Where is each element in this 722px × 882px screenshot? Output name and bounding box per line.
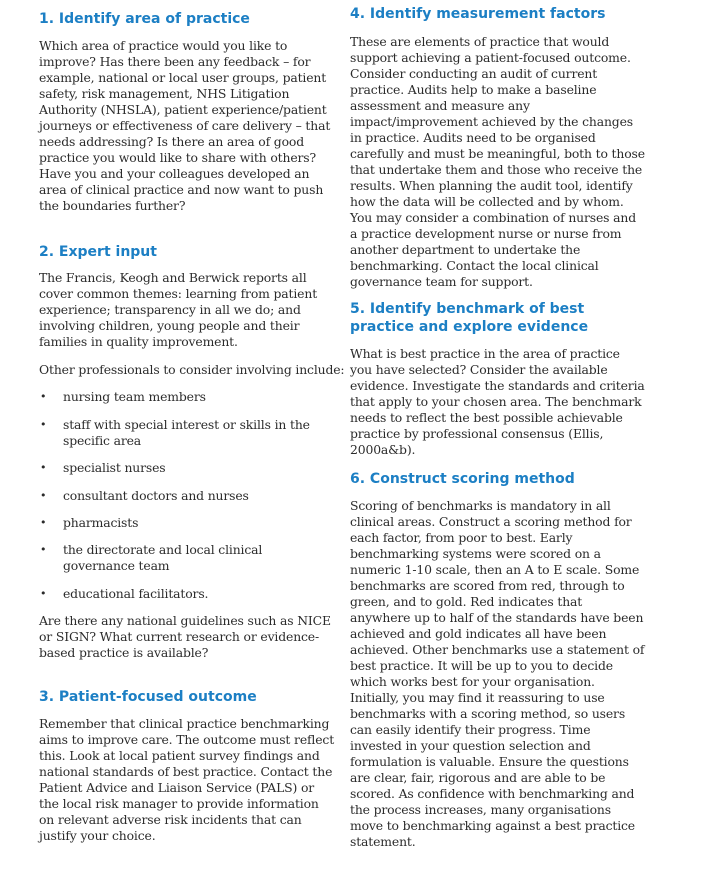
section-1-body: Which area of practice would you like to improve? Has there been any feedback – for example, national or local user groups, patient safety, risk management, NHS Litigation Authority (NHSLA), patient experience/patient journeys or effectiveness of care delivery – that needs addressing? Is there an area of good practice you would like to share with others? Have you and your colleagues developed an area of clinical practice and now want to push the boundaries further? — [39, 38, 331, 213]
list-item: • pharmacists — [40, 515, 139, 530]
list-item: • the directorate and local clinical governance team — [40, 542, 263, 573]
list-item: • educational facilitators. — [40, 586, 209, 601]
section-1-heading: 1. Identify area of practice — [39, 11, 250, 27]
section-2-outro: Are there any national guidelines such as NICE or SIGN? What current research or evidence-based practice is available? — [39, 613, 331, 660]
section-2-body: The Francis, Keogh and Berwick reports all cover common themes: learning from patient experience; transparency in all we do; and involving children, young people and their families in quality improvement. — [39, 270, 318, 349]
section-3-heading: 3. Patient-focused outcome — [39, 689, 257, 705]
section-2-list-intro: Other professionals to consider involving include: — [39, 362, 345, 377]
list-item: • nursing team members — [40, 389, 206, 404]
section-4-body: These are elements of practice that would support achieving a patient-focused outcome. Consider conducting an audit of current practice. Audits help to make a baseline assessment and measure any impact/improvement achieved by the changes in practice. Audits need to be organised carefully and must be meaningful, both to those that undertake them and those who receive the results. When planning the audit tool, identify how the data will be collected and by whom. You may consider a combination of nurses and a practice development nurse or nurse from another department to undertake the benchmarking. Contact the local clinical governance team for support. — [350, 34, 645, 289]
section-5-heading: 5. Identify benchmark of best practice and explore evidence — [350, 301, 589, 335]
section-2-heading: 2. Expert input — [39, 244, 157, 260]
section-6-heading: 6. Construct scoring method — [350, 471, 575, 487]
section-3-body: Remember that clinical practice benchmarking aims to improve care. The outcome must reflect this. Look at local patient survey findings and national standards of best practice. Contact the Patient Advice and Liaison Service (PALS) or the local risk manager to provide information on relevant adverse risk incidents that can justify your choice. — [39, 716, 335, 843]
list-item: • specialist nurses — [40, 460, 166, 475]
list-item: • consultant doctors and nurses — [40, 488, 249, 503]
section-5-body: What is best practice in the area of practice you have selected? Consider the available evidence. Investigate the standards and criteria that apply to your chosen area. The benchmark needs to reflect the best possible achievable practice by professional consensus (Ellis, 2000a&b). — [350, 346, 645, 457]
section-6-body: Scoring of benchmarks is mandatory in all clinical areas. Construct a scoring method for each factor, from poor to best. Early benchmarking systems were scored on a numeric 1-10 scale, then an A to E scale. Some benchmarks are scored from red, through to green, and to gold. Red indicates that anywhere up to half of the standards have been achieved and gold indicates all have been achieved. Other benchmarks use a statement of best practice. It will be up to you to decide which works best for your organisation. Initially, you may find it reassuring to use benchmarks with a scoring method, so users can easily identify their progress. Time invested in your question selection and formulation is valuable. Ensure the questions are clear, fair, rigorous and are able to be scored. As confidence with benchmarking and the process increases, many organisations move to benchmarking against a best practice statement. — [350, 498, 645, 849]
list-item: • staff with special interest or skills in the specific area — [40, 417, 310, 448]
section-4-heading: 4. Identify measurement factors — [350, 6, 606, 22]
